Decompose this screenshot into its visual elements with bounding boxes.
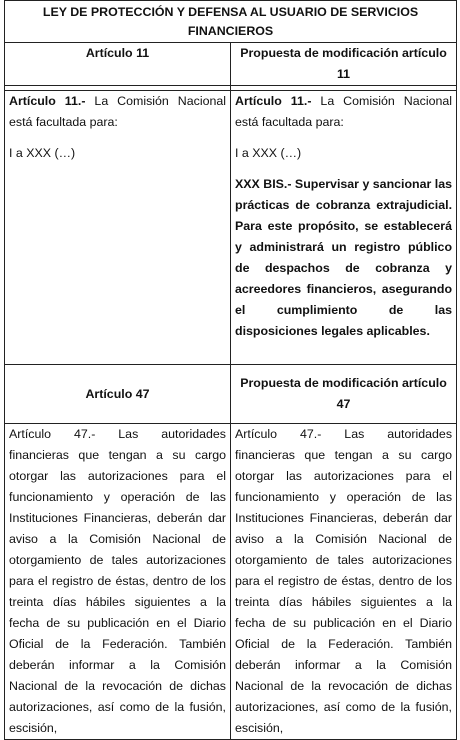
proposal-47-header-cell <box>231 365 457 424</box>
article-11-lead: Artículo 11.- <box>9 94 86 108</box>
section-11-header-row <box>5 43 457 86</box>
proposal-11-header-cell <box>231 43 457 86</box>
proposal-47-header: Propuesta de modificación artículo 47 <box>240 376 447 411</box>
article-11-header-cell <box>5 43 231 86</box>
document-page <box>4 0 456 740</box>
proposal-11-header: Propuesta de modificación artículo 11 <box>240 46 447 81</box>
article-11-proposed-text <box>231 91 457 365</box>
proposal-11-lead: Artículo 11.- <box>235 94 312 108</box>
article-11-intro-text: La Comisión Nacional está facultada para: <box>9 94 227 129</box>
article-47-proposed-cell <box>231 424 457 740</box>
proposal-11-items: I a XXX (…) <box>235 146 302 160</box>
article-47-header-cell <box>5 365 231 424</box>
comparison-table <box>4 0 457 740</box>
proposal-11-intro <box>235 91 452 133</box>
article-11-items: I a XXX (…) <box>9 146 76 160</box>
table-title-row <box>5 1 457 43</box>
article-47-header: Artículo 47 <box>85 386 150 401</box>
table-title: LEY DE PROTECCIÓN Y DEFENSA AL USUARIO DE SERVICIOS FINANCIEROS <box>5 1 457 43</box>
article-47-current-cell <box>5 424 231 740</box>
article-47-current-text: Artículo 47.- Las autoridades financieras que tengan a su cargo otorgar las autorizaciones para el funcionamiento y operación de las Instituciones Financieras, deberán dar aviso a la Comisión Nacional de otorgamiento de tales autorizaciones para el registro de éstas, dentro de los treinta días hábiles siguientes a la fecha de su publicación en el Diario Oficial de la Federación. También deberán informar a la Comisión Nacional de la revocación de dichas autorizaciones, así como de la fusión, escisión, <box>9 427 226 735</box>
article-47-proposed-text: Artículo 47.- Las autoridades financieras que tengan a su cargo otorgar las autorizaciones para el funcionamiento y operación de las Instituciones Financieras, deberán dar aviso a la Comisión Nacional de otorgamiento de tales autorizaciones para el registro de éstas, dentro de los treinta días hábiles siguientes a la fecha de su publicación en el Diario Oficial de la Federación. También deberán informar a la Comisión Nacional de la revocación de dichas autorizaciones, así como de la fusión, escisión, <box>235 427 453 735</box>
section-47-body-row <box>5 424 457 740</box>
section-47-header-row <box>5 365 457 424</box>
article-11-intro <box>9 91 226 133</box>
proposal-11-intro-text: La Comisión Nacional está facultada para: <box>235 94 453 129</box>
proposal-11-bis: XXX BIS.- Supervisar y sancionar las prácticas de cobranza extrajudicial. Para este propósito, se establecerá y administrará un registro público de despachos de cobranza y acreedores financieros, asegurando el cumplimiento de las disposiciones legales aplicables. <box>235 177 453 338</box>
article-11-header: Artículo 11 <box>85 46 150 60</box>
section-11-body-row <box>5 91 457 365</box>
article-11-current-text <box>5 91 231 365</box>
